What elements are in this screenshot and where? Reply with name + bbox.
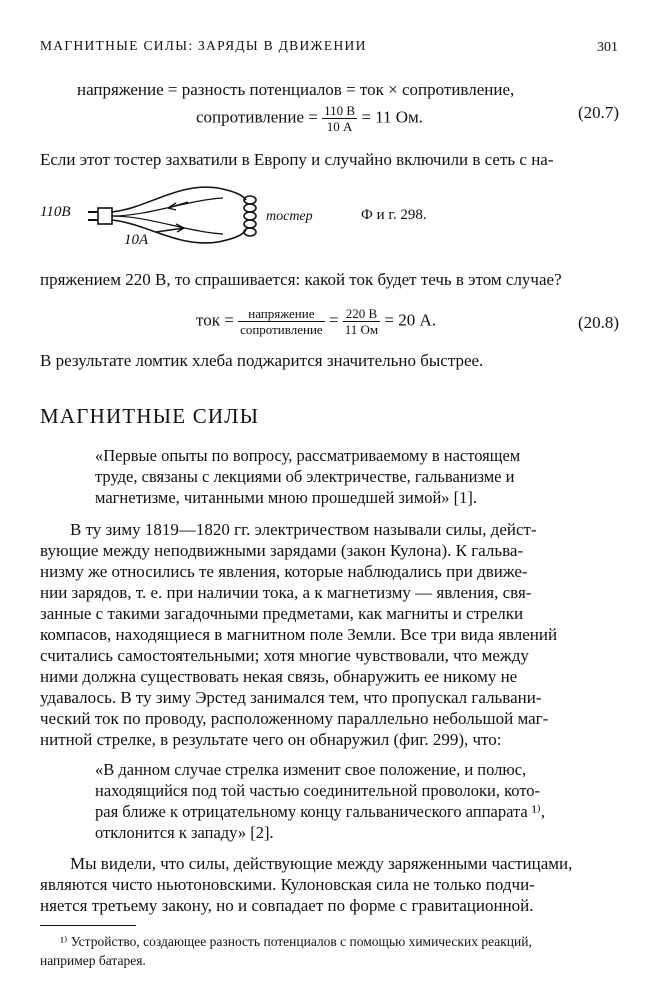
quote-2-line: «В данном случае стрелка изменит свое положение, и полюс,: [95, 760, 527, 779]
eq-20-8-rhs: = 20 А.: [384, 310, 437, 330]
equation-number-20-7: (20.7): [578, 103, 620, 122]
quote-2-line: находящийся под той частью соединительной проволоки, кото-: [95, 781, 541, 800]
quote-1-line: магнетизме, читанными мною прошедшей зимой» [1].: [95, 488, 478, 507]
paragraph-4-line: нии зарядов, т. е. при наличии тока, а к магнетизму — явления, свя-: [40, 583, 532, 602]
quote-1-line: «Первые опыты по вопросу, рассматриваемому в настоящем: [95, 446, 521, 465]
paragraph-4-line: В ту зиму 1819—1820 гг. электричеством называли силы, дейст-: [70, 520, 537, 539]
paragraph-5-line: Мы видели, что силы, действующие между заряженными частицами,: [70, 854, 573, 873]
eq-20-8-denominator-2: 11 Ом: [344, 322, 379, 337]
toaster-figure: [38, 178, 350, 254]
footnote-line: ¹⁾ Устройство, создающее разность потенциалов с помощью химических реакций,: [60, 934, 532, 949]
eq-20-7-rhs: = 11 Ом.: [361, 107, 424, 127]
equation-20-8: ток = $\frac{\text{напряжение}}{\text{сопротивление}}$ = $\frac{220 В}{11 Ом}$ = 20 А.: [196, 306, 437, 337]
heating-coil: [244, 196, 256, 236]
figure-caption: Ф и г. 298.: [361, 207, 427, 223]
paragraph-4-line: вующие между неподвижными зарядами (закон Кулона). К гальва-: [40, 541, 524, 560]
paragraph-4-line: удавалось. В ту зиму Эрстед занимался тем, что пропускал гальвани-: [40, 688, 542, 707]
eq-20-8-numerator-1: напряжение: [238, 306, 325, 322]
eq-20-8-fraction-1: [238, 306, 325, 337]
plug-body: [98, 208, 112, 224]
quote-2-line: рая ближе к отрицательному концу гальванического аппарата ¹⁾,: [95, 802, 545, 821]
equation-20-7-line1: напряжение = разность потенциалов = ток × сопротивление,: [77, 80, 515, 99]
wire-top: [112, 187, 246, 212]
eq-20-8-lhs: ток =: [196, 310, 234, 330]
quote-1-line: труде, связаны с лекциями об электричестве, гальванизме и: [95, 467, 515, 486]
footnote-rule: [40, 925, 136, 926]
paragraph-4-line: ними должна существовать некая связь, обнаружить ее никому не: [40, 667, 518, 686]
equation-number-20-8: (20.8): [578, 313, 620, 332]
paragraph-4-line: ческий ток по проводу, расположенному параллельно небольшой маг-: [40, 709, 549, 728]
paragraph-5-line: являются чисто ньютоновскими. Кулоновская сила не только подчи-: [40, 875, 535, 894]
paragraph-4-line: считались самостоятельными; хотя многие чувствовали, что между: [40, 646, 529, 665]
equation-20-7-line2: [196, 103, 423, 134]
wire-inner-top: [112, 198, 223, 216]
eq-20-7-lhs: сопротивление =: [196, 107, 318, 127]
arrow-top: [168, 202, 188, 208]
eq-20-7-numerator: 110 В: [324, 103, 356, 118]
paragraph-2: пряжением 220 В, то спрашивается: какой ток будет течь в этом случае?: [40, 270, 562, 289]
section-title: МАГНИТНЫЕ СИЛЫ: [40, 404, 260, 428]
eq-20-8-numerator-2: 220 В: [343, 306, 380, 322]
eq-20-8-denominator-1: сопротивление: [240, 322, 323, 337]
footnote-line: например батарея.: [40, 953, 146, 968]
paragraph-4-line: компасов, находящиеся в магнитном поле Земли. Все три вида явлений: [40, 625, 558, 644]
running-title: МАГНИТНЫЕ СИЛЫ: ЗАРЯДЫ В ДВИЖЕНИИ: [40, 38, 367, 53]
paragraph-3: В результате ломтик хлеба поджарится значительно быстрее.: [40, 351, 484, 370]
eq-20-8-fraction-2: [343, 306, 380, 337]
paragraph-5-line: няется третьему закону, но и совпадает по форме с гравитационной.: [40, 896, 534, 915]
paragraph-4-line: низму же относились те явления, которые наблюдались при движе-: [40, 562, 528, 581]
paragraph-1: Если этот тостер захватили в Европу и случайно включили в сеть с на-: [40, 150, 554, 169]
paragraph-4-line: нитной стрелке, в результате чего он обнаружил (фиг. 299), что:: [40, 730, 502, 749]
page-number: 301: [597, 40, 618, 55]
paragraph-4-line: занные с такими загадочными предметами, как магниты и стрелки: [40, 604, 524, 623]
label-device: тостер: [266, 209, 313, 224]
label-current: 10А: [124, 232, 149, 248]
eq-20-7-denominator: 10 А: [326, 119, 353, 134]
label-voltage: 110В: [40, 204, 71, 220]
eq-20-7-fraction: [322, 103, 357, 134]
quote-2-line: отклонится к западу» [2].: [95, 823, 274, 842]
